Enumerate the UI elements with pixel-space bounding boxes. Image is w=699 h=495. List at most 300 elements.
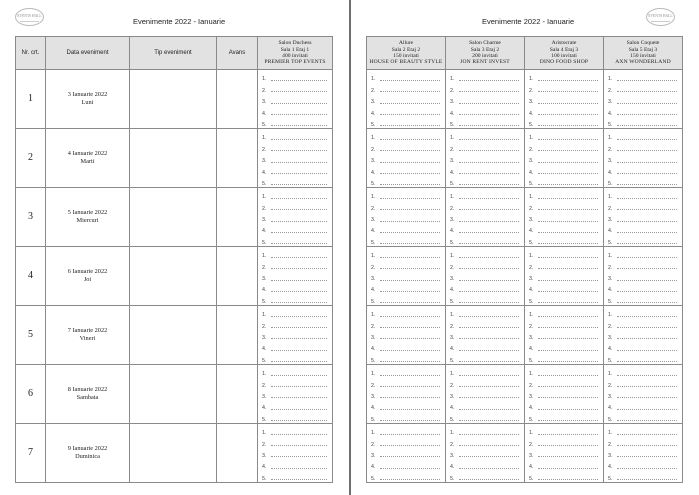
note-line[interactable]	[608, 71, 677, 82]
salon-notes-cell	[604, 305, 683, 364]
note-line-number: 2.	[450, 87, 455, 94]
salon-notes-cell	[525, 423, 604, 482]
salon-name: Aristocrate	[551, 40, 577, 47]
note-line[interactable]	[608, 223, 677, 234]
event-type-cell[interactable]	[130, 364, 217, 423]
note-line-number: 1.	[262, 135, 267, 142]
event-type-cell[interactable]	[130, 423, 217, 482]
note-line[interactable]	[262, 425, 327, 436]
note-line[interactable]	[371, 223, 440, 234]
note-line[interactable]	[262, 377, 327, 388]
dotted-line	[459, 280, 519, 281]
note-line[interactable]	[608, 164, 677, 175]
dotted-line	[459, 434, 519, 435]
note-line[interactable]	[608, 459, 677, 470]
note-line[interactable]	[529, 470, 598, 481]
note-line[interactable]	[262, 400, 327, 411]
row-number: 1	[16, 70, 46, 129]
note-line[interactable]	[450, 459, 519, 470]
note-line[interactable]	[371, 411, 440, 422]
note-line[interactable]	[529, 153, 598, 164]
event-date: 8 Ianuarie 2022	[67, 385, 108, 393]
salon-client: DINO FOOD SHOP	[539, 59, 589, 66]
note-line[interactable]	[529, 341, 598, 352]
note-line[interactable]	[262, 130, 327, 141]
note-line-number: 3.	[371, 99, 376, 106]
note-line[interactable]	[529, 352, 598, 363]
dotted-line	[271, 350, 327, 351]
dotted-line	[459, 291, 519, 292]
dotted-line	[380, 114, 440, 115]
note-line[interactable]	[608, 436, 677, 447]
note-line-number: 3.	[371, 276, 376, 283]
dotted-line	[617, 291, 677, 292]
note-line[interactable]	[262, 448, 327, 459]
note-line[interactable]	[262, 176, 327, 187]
note-line[interactable]	[262, 212, 327, 223]
note-line-number: 1.	[529, 430, 534, 437]
note-line[interactable]	[371, 307, 440, 318]
note-line[interactable]	[371, 200, 440, 211]
salon-notes-cell	[446, 187, 525, 246]
salon-notes-cell	[258, 128, 333, 187]
note-line[interactable]	[262, 352, 327, 363]
dotted-line	[380, 221, 440, 222]
note-line[interactable]	[262, 293, 327, 304]
event-type-cell[interactable]	[130, 70, 217, 129]
note-line-number: 4.	[371, 110, 376, 117]
note-line[interactable]	[450, 341, 519, 352]
note-line-number: 5.	[608, 239, 613, 246]
note-line[interactable]	[608, 105, 677, 116]
col-header-nr: Nr. crt.	[16, 37, 46, 70]
note-line[interactable]	[608, 411, 677, 422]
note-line[interactable]	[608, 352, 677, 363]
salon-notes-cell	[604, 423, 683, 482]
note-line[interactable]	[529, 411, 598, 422]
note-line[interactable]	[608, 470, 677, 481]
note-line[interactable]	[608, 318, 677, 329]
note-line[interactable]	[529, 200, 598, 211]
note-line[interactable]	[608, 271, 677, 282]
note-line[interactable]	[262, 153, 327, 164]
note-line[interactable]	[529, 130, 598, 141]
dotted-line	[459, 409, 519, 410]
dotted-line	[459, 397, 519, 398]
note-line[interactable]	[371, 164, 440, 175]
note-line[interactable]	[450, 389, 519, 400]
note-line-number: 3.	[529, 158, 534, 165]
note-line-number: 5.	[450, 180, 455, 187]
note-line[interactable]	[529, 448, 598, 459]
note-line[interactable]	[529, 377, 598, 388]
note-line[interactable]	[608, 307, 677, 318]
note-line[interactable]	[371, 176, 440, 187]
note-line[interactable]	[371, 212, 440, 223]
note-line[interactable]	[262, 234, 327, 245]
note-line-number: 3.	[450, 393, 455, 400]
note-line-number: 1.	[371, 430, 376, 437]
note-line[interactable]	[371, 389, 440, 400]
event-date-cell	[46, 305, 130, 364]
note-line[interactable]	[450, 141, 519, 152]
note-line[interactable]	[371, 400, 440, 411]
note-line[interactable]	[529, 82, 598, 93]
note-line[interactable]	[529, 248, 598, 259]
note-line[interactable]	[450, 352, 519, 363]
note-line[interactable]	[450, 223, 519, 234]
note-line[interactable]	[262, 330, 327, 341]
dotted-line	[271, 125, 327, 126]
note-line-number: 1.	[608, 371, 613, 378]
note-line[interactable]	[608, 248, 677, 259]
note-line[interactable]	[371, 82, 440, 93]
note-line[interactable]	[262, 411, 327, 422]
event-day: Duminica	[75, 452, 100, 460]
note-line[interactable]	[608, 176, 677, 187]
note-line-number: 3.	[262, 217, 267, 224]
note-line[interactable]	[529, 425, 598, 436]
note-line[interactable]	[529, 223, 598, 234]
table-row	[367, 187, 683, 246]
note-line[interactable]	[262, 117, 327, 128]
note-line[interactable]	[608, 400, 677, 411]
note-line[interactable]	[450, 425, 519, 436]
note-line-number: 5.	[608, 475, 613, 482]
note-line[interactable]	[450, 377, 519, 388]
note-line[interactable]	[450, 318, 519, 329]
dotted-line	[617, 243, 677, 244]
note-line[interactable]	[529, 330, 598, 341]
salon-location: Sala 1 Etaj 1	[280, 46, 310, 53]
note-line[interactable]	[529, 234, 598, 245]
note-line[interactable]	[529, 189, 598, 200]
dotted-line	[617, 445, 677, 446]
dotted-line	[271, 302, 327, 303]
note-line[interactable]	[371, 71, 440, 82]
event-type-cell[interactable]	[130, 187, 217, 246]
salon-client: JON RENT INVEST	[460, 59, 510, 66]
dotted-line	[380, 150, 440, 151]
note-line[interactable]	[262, 271, 327, 282]
note-line-number: 5.	[371, 298, 376, 305]
advance-cell[interactable]	[217, 187, 258, 246]
note-line[interactable]	[450, 248, 519, 259]
dotted-line	[538, 361, 598, 362]
note-line[interactable]	[371, 271, 440, 282]
note-line[interactable]	[371, 436, 440, 447]
note-line[interactable]	[529, 389, 598, 400]
advance-cell[interactable]	[217, 128, 258, 187]
note-line[interactable]	[529, 141, 598, 152]
note-line-number: 3.	[450, 276, 455, 283]
note-line-number: 2.	[529, 264, 534, 271]
note-line[interactable]	[608, 117, 677, 128]
event-day: Luni	[81, 98, 94, 106]
note-line[interactable]	[608, 377, 677, 388]
dotted-line	[459, 338, 519, 339]
note-line[interactable]	[371, 459, 440, 470]
note-line[interactable]	[529, 366, 598, 377]
note-line[interactable]	[529, 164, 598, 175]
note-line[interactable]	[450, 234, 519, 245]
note-line[interactable]	[450, 366, 519, 377]
note-line[interactable]	[529, 271, 598, 282]
advance-cell[interactable]	[217, 70, 258, 129]
dotted-line	[538, 291, 598, 292]
note-line[interactable]	[450, 282, 519, 293]
dotted-line	[459, 257, 519, 258]
advance-cell[interactable]	[217, 364, 258, 423]
advance-cell[interactable]	[217, 423, 258, 482]
note-line[interactable]	[608, 448, 677, 459]
note-line[interactable]	[262, 341, 327, 352]
note-line[interactable]	[608, 425, 677, 436]
note-line[interactable]	[371, 234, 440, 245]
note-line[interactable]	[608, 282, 677, 293]
note-line[interactable]	[371, 470, 440, 481]
note-line[interactable]	[450, 307, 519, 318]
note-line[interactable]	[608, 341, 677, 352]
salon-capacity: 200 invitati	[472, 53, 498, 59]
dotted-line	[271, 445, 327, 446]
note-line[interactable]	[450, 105, 519, 116]
note-line[interactable]	[450, 448, 519, 459]
note-line[interactable]	[371, 130, 440, 141]
note-line[interactable]	[450, 400, 519, 411]
note-line[interactable]	[450, 293, 519, 304]
note-line[interactable]	[529, 307, 598, 318]
note-line[interactable]	[371, 248, 440, 259]
dotted-line	[617, 409, 677, 410]
left-page-title: Evenimente 2022 - Ianuarie	[133, 17, 226, 26]
note-line[interactable]	[450, 176, 519, 187]
dotted-line	[538, 409, 598, 410]
note-line-number: 2.	[529, 382, 534, 389]
note-line[interactable]	[262, 223, 327, 234]
note-line[interactable]	[450, 259, 519, 270]
note-line[interactable]	[608, 234, 677, 245]
note-line[interactable]	[262, 259, 327, 270]
event-date: 9 Ianuarie 2022	[67, 444, 108, 452]
dotted-line	[617, 257, 677, 258]
salon-name: Allure	[398, 40, 414, 47]
dotted-line	[380, 125, 440, 126]
dotted-line	[380, 468, 440, 469]
note-line-number: 2.	[529, 87, 534, 94]
note-line[interactable]	[608, 153, 677, 164]
note-line[interactable]	[608, 212, 677, 223]
note-line-number: 2.	[450, 264, 455, 271]
note-line-number: 3.	[262, 99, 267, 106]
dotted-line	[538, 338, 598, 339]
note-line[interactable]	[450, 271, 519, 282]
note-line[interactable]	[529, 459, 598, 470]
note-line[interactable]	[262, 366, 327, 377]
note-line[interactable]	[608, 189, 677, 200]
dotted-line	[538, 302, 598, 303]
note-line[interactable]	[529, 71, 598, 82]
note-line[interactable]	[371, 366, 440, 377]
note-line[interactable]	[262, 71, 327, 82]
note-line-number: 1.	[608, 135, 613, 142]
dotted-line	[380, 257, 440, 258]
note-line[interactable]	[450, 189, 519, 200]
note-line-number: 5.	[450, 475, 455, 482]
note-line[interactable]	[371, 377, 440, 388]
note-line[interactable]	[608, 366, 677, 377]
note-line[interactable]	[262, 189, 327, 200]
note-line[interactable]	[371, 282, 440, 293]
note-line[interactable]	[529, 259, 598, 270]
note-line[interactable]	[608, 293, 677, 304]
note-line[interactable]	[371, 94, 440, 105]
note-line[interactable]	[371, 117, 440, 128]
col-header-salon	[446, 37, 525, 70]
note-line[interactable]	[371, 448, 440, 459]
dotted-line	[380, 280, 440, 281]
salon-client: PREMIER TOP EVENTS	[264, 59, 326, 66]
dotted-line	[459, 302, 519, 303]
note-line[interactable]	[262, 248, 327, 259]
note-line[interactable]	[262, 105, 327, 116]
note-line[interactable]	[529, 400, 598, 411]
note-line-number: 3.	[608, 99, 613, 106]
note-line[interactable]	[371, 318, 440, 329]
salon-notes-cell	[525, 70, 604, 129]
note-line[interactable]	[450, 212, 519, 223]
note-line-number: 4.	[450, 228, 455, 235]
dotted-line	[271, 198, 327, 199]
note-line[interactable]	[262, 307, 327, 318]
note-line[interactable]	[371, 105, 440, 116]
note-line-number: 5.	[529, 298, 534, 305]
note-line[interactable]	[371, 425, 440, 436]
event-type-cell[interactable]	[130, 305, 217, 364]
event-type-cell[interactable]	[130, 246, 217, 305]
dotted-line	[271, 420, 327, 421]
note-line[interactable]	[371, 259, 440, 270]
note-line[interactable]	[529, 293, 598, 304]
note-line[interactable]	[371, 293, 440, 304]
note-line[interactable]	[450, 117, 519, 128]
note-line[interactable]	[608, 200, 677, 211]
note-line-number: 4.	[450, 346, 455, 353]
salon-client: HOUSE OF BEAUTY STYLE	[369, 59, 443, 66]
salon-location: Sala 4 Etaj 3	[549, 46, 579, 53]
dotted-line	[617, 184, 677, 185]
note-line[interactable]	[450, 164, 519, 175]
note-line[interactable]	[450, 94, 519, 105]
dotted-line	[459, 184, 519, 185]
dotted-line	[271, 280, 327, 281]
note-line[interactable]	[262, 164, 327, 175]
note-line[interactable]	[262, 389, 327, 400]
table-row	[367, 305, 683, 364]
note-line-number: 2.	[371, 441, 376, 448]
table-row	[16, 128, 333, 187]
note-line[interactable]	[262, 141, 327, 152]
event-type-cell[interactable]	[130, 128, 217, 187]
advance-cell[interactable]	[217, 246, 258, 305]
dotted-line	[271, 397, 327, 398]
salon-name: Salon Charme	[469, 40, 501, 47]
note-line-number: 5.	[608, 416, 613, 423]
note-line[interactable]	[608, 330, 677, 341]
note-line[interactable]	[262, 94, 327, 105]
note-line[interactable]	[450, 200, 519, 211]
note-line[interactable]	[262, 436, 327, 447]
note-line[interactable]	[262, 282, 327, 293]
note-line[interactable]	[450, 71, 519, 82]
note-line[interactable]	[262, 318, 327, 329]
note-line[interactable]	[450, 470, 519, 481]
note-line[interactable]	[529, 212, 598, 223]
salon-notes-cell	[367, 305, 446, 364]
note-line[interactable]	[529, 94, 598, 105]
note-line[interactable]	[608, 130, 677, 141]
note-line-number: 1.	[450, 135, 455, 142]
note-line-number: 3.	[608, 276, 613, 283]
note-line[interactable]	[529, 176, 598, 187]
note-line[interactable]	[529, 282, 598, 293]
note-line-number: 3.	[371, 217, 376, 224]
dotted-line	[271, 361, 327, 362]
note-line[interactable]	[262, 470, 327, 481]
advance-cell[interactable]	[217, 305, 258, 364]
note-line[interactable]	[529, 105, 598, 116]
dotted-line	[617, 91, 677, 92]
note-line-number: 5.	[371, 180, 376, 187]
note-line[interactable]	[371, 153, 440, 164]
dotted-line	[380, 103, 440, 104]
note-line[interactable]	[371, 330, 440, 341]
event-date-cell	[46, 70, 130, 129]
note-line[interactable]	[371, 141, 440, 152]
salon-notes-cell	[525, 246, 604, 305]
note-line[interactable]	[262, 200, 327, 211]
note-line-number: 3.	[529, 276, 534, 283]
note-line[interactable]	[371, 341, 440, 352]
note-line[interactable]	[529, 318, 598, 329]
note-line[interactable]	[262, 82, 327, 93]
note-line[interactable]	[529, 436, 598, 447]
note-line[interactable]	[371, 189, 440, 200]
note-line[interactable]	[608, 82, 677, 93]
note-line[interactable]	[529, 117, 598, 128]
note-line-number: 5.	[262, 357, 267, 364]
note-line-number: 4.	[608, 228, 613, 235]
note-line[interactable]	[262, 459, 327, 470]
note-line[interactable]	[608, 94, 677, 105]
salon-client: AXN WONDERLAND	[615, 59, 671, 66]
note-line[interactable]	[450, 411, 519, 422]
note-line[interactable]	[450, 153, 519, 164]
note-line[interactable]	[608, 259, 677, 270]
note-line[interactable]	[450, 330, 519, 341]
note-line[interactable]	[450, 436, 519, 447]
note-line[interactable]	[608, 141, 677, 152]
note-line[interactable]	[608, 389, 677, 400]
dotted-line	[459, 243, 519, 244]
note-line[interactable]	[450, 82, 519, 93]
note-line-number: 4.	[371, 405, 376, 412]
dotted-line	[538, 103, 598, 104]
salon-notes-cell	[525, 364, 604, 423]
note-line[interactable]	[371, 352, 440, 363]
note-line[interactable]	[450, 130, 519, 141]
note-line-number: 2.	[262, 205, 267, 212]
